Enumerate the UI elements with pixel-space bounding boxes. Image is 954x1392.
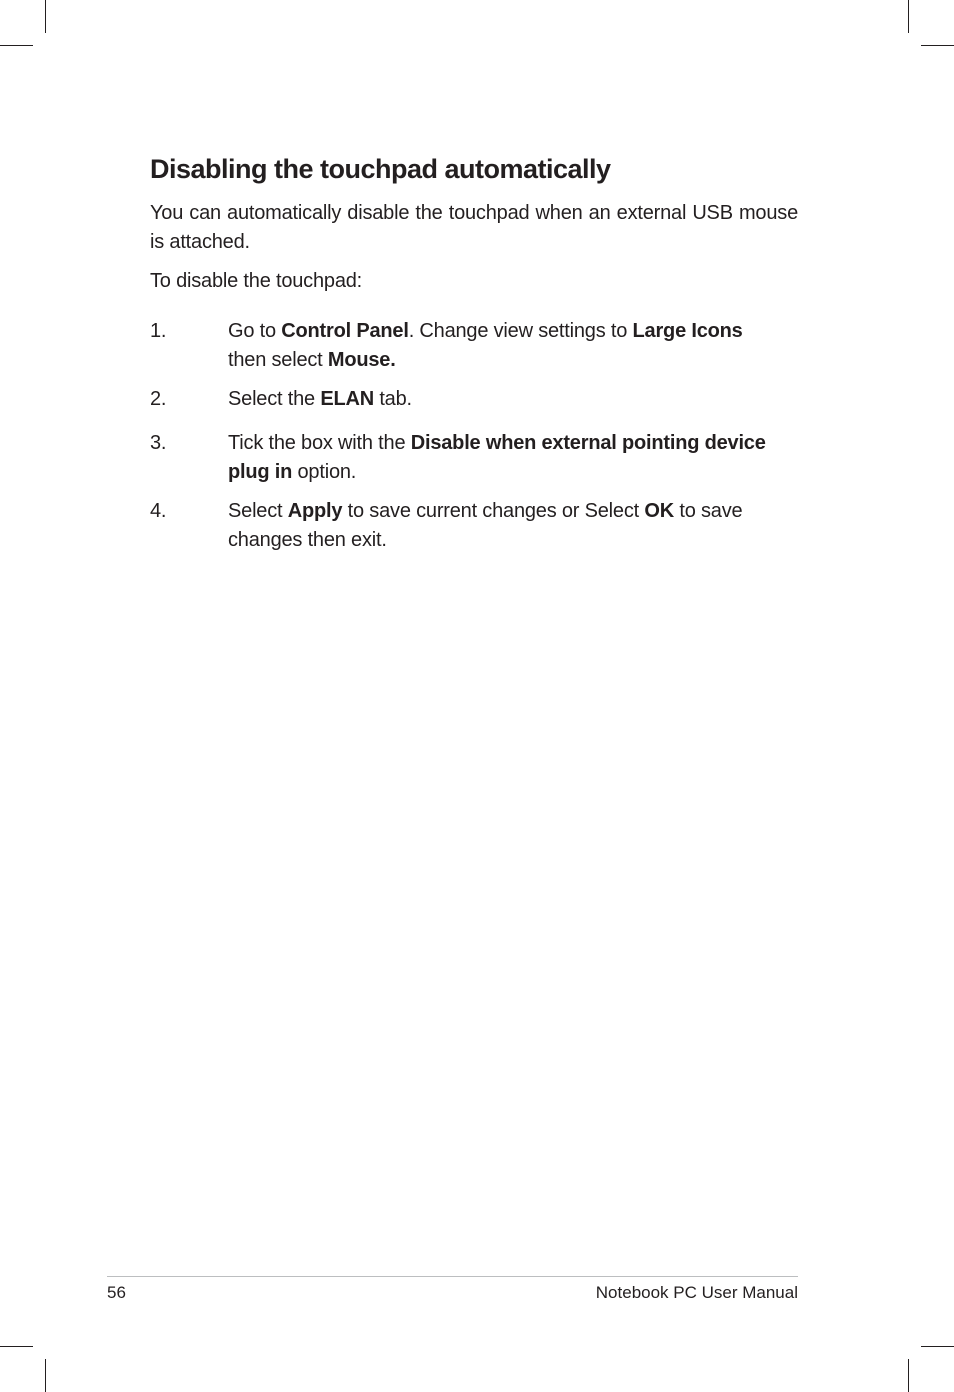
step-text-run: Select the: [228, 388, 321, 410]
step-text: [228, 385, 798, 414]
step-text-run: option.: [292, 461, 357, 483]
step-text-run: then select: [228, 349, 328, 371]
step-number: 4.: [150, 500, 167, 522]
step-number: 3.: [150, 432, 167, 454]
crop-mark-bottom-left-horizontal: [0, 1346, 33, 1347]
ok-term: OK: [644, 500, 674, 522]
step-3: [150, 429, 798, 487]
elan-term: ELAN: [320, 388, 374, 410]
footer-divider: [107, 1276, 798, 1277]
step-text: [228, 317, 798, 375]
crop-mark-top-right-vertical: [908, 0, 909, 33]
section-heading: Disabling the touchpad automatically: [150, 154, 611, 184]
step-text-run: Tick the box with the: [228, 432, 411, 454]
crop-mark-bottom-right-horizontal: [921, 1346, 954, 1347]
crop-mark-top-left-horizontal: [0, 45, 33, 46]
step-text-run: tab.: [373, 388, 412, 410]
disable-option-term: Disable when external pointing device plug in: [228, 432, 766, 483]
step-text-run: Go to: [228, 320, 282, 342]
step-4: [150, 497, 798, 555]
manual-title: Notebook PC User Manual: [595, 1283, 798, 1302]
step-text-run: to save changes then exit.: [228, 500, 743, 551]
apply-term: Apply: [287, 500, 343, 522]
step-text-run: Select: [228, 500, 288, 522]
lead-in-text: To disable the touchpad:: [150, 270, 363, 292]
control-panel-term: Control Panel: [281, 320, 409, 342]
crop-mark-top-right-horizontal: [921, 45, 954, 46]
mouse-term: Mouse.: [327, 349, 396, 371]
step-text: [228, 497, 798, 555]
intro-paragraph: You can automatically disable the touchpad when an external USB mouse is attached.: [150, 202, 798, 253]
step-2: [150, 385, 798, 414]
large-icons-term: Large Icons: [632, 320, 743, 342]
step-text-run: to save current changes or Select: [342, 500, 645, 522]
crop-mark-bottom-right-vertical: [908, 1359, 909, 1392]
crop-mark-bottom-left-vertical: [45, 1359, 46, 1392]
step-text-run: . Change view settings to: [408, 320, 633, 342]
step-text: [228, 429, 798, 487]
step-number: 1.: [150, 320, 167, 342]
crop-mark-top-left-vertical: [45, 0, 46, 33]
step-number: 2.: [150, 388, 167, 410]
step-1: [150, 317, 798, 375]
page-number: 56: [107, 1283, 126, 1302]
